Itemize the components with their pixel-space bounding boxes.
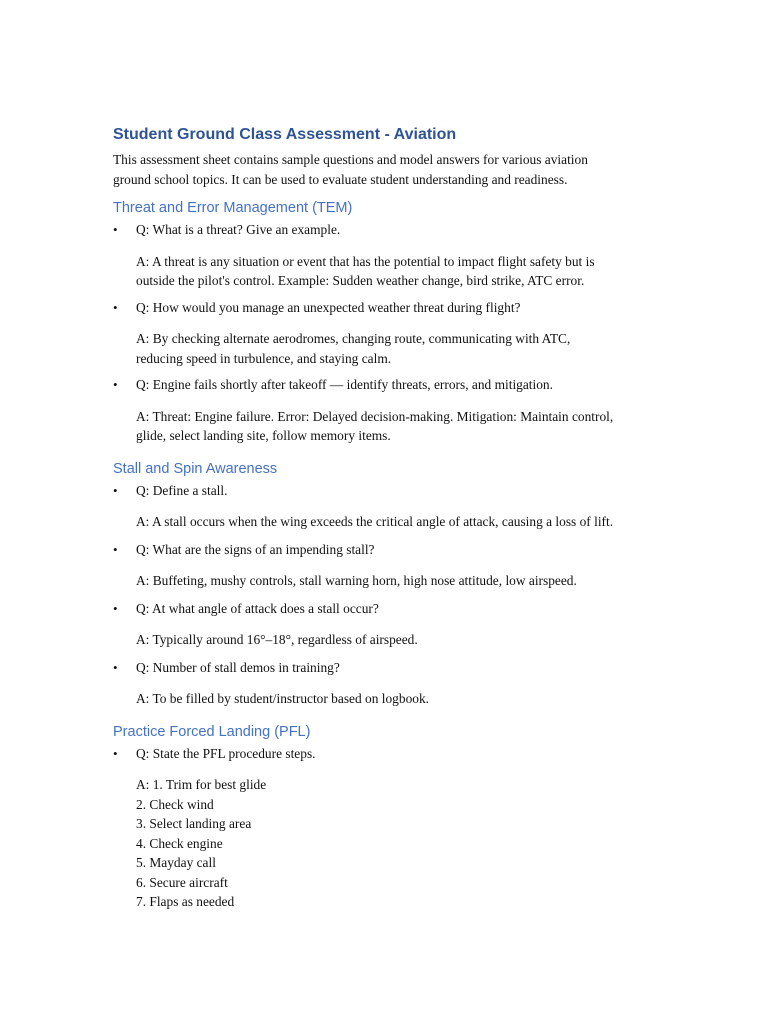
question-text: Q: State the PFL procedure steps. — [136, 745, 316, 761]
qa-list — [113, 220, 658, 446]
section-pfl — [113, 722, 658, 912]
document-page — [113, 124, 658, 912]
answer-text — [136, 775, 658, 912]
bullet-icon: • — [113, 222, 118, 237]
question-text: Q: Engine fails shortly after takeoff — identify threats, errors, and mitigation. — [136, 377, 553, 392]
answer-line: A: To be filled by student/instructor based on logbook. — [136, 691, 429, 706]
answer-text — [136, 689, 658, 709]
bullet-icon: • — [113, 377, 118, 392]
bullet-icon: • — [113, 541, 118, 557]
document-title: Student Ground Class Assessment - Aviation — [113, 126, 457, 143]
answer-line: A: By checking alternate aerodromes, changing route, communicating with ATC, — [136, 331, 571, 346]
answer-line: 7. Flaps as needed — [136, 894, 235, 909]
section-heading: Threat and Error Management (TEM) — [113, 200, 353, 216]
list-item — [113, 298, 658, 369]
list-item — [113, 599, 658, 650]
section-stall — [113, 459, 658, 709]
intro-paragraph — [113, 150, 648, 189]
question-text: Q: Number of stall demos in training? — [136, 659, 340, 675]
question-text: Q: What are the signs of an impending stall? — [136, 541, 375, 557]
intro-line: This assessment sheet contains sample questions and model answers for various aviation — [113, 152, 588, 167]
list-item — [113, 658, 658, 709]
answer-text — [136, 512, 658, 532]
answer-line: A: Buffeting, mushy controls, stall warning horn, high nose attitude, low airspeed. — [136, 573, 577, 588]
list-item — [113, 540, 658, 591]
answer-line: A: Typically around 16°–18°, regardless of airspeed. — [136, 632, 418, 647]
answer-text — [136, 329, 658, 368]
list-item — [113, 220, 658, 291]
bullet-icon: • — [113, 482, 118, 498]
section-heading: Practice Forced Landing (PFL) — [113, 723, 311, 740]
bullet-icon: • — [113, 745, 118, 761]
answer-line: outside the pilot's control. Example: Sudden weather change, bird strike, ATC error. — [136, 273, 585, 288]
answer-line: 2. Check wind — [136, 796, 214, 812]
question-text: Q: Define a stall. — [136, 482, 228, 498]
answer-line: A: 1. Trim for best glide — [136, 777, 267, 792]
list-item — [113, 375, 658, 446]
section-tem — [113, 198, 658, 446]
question-text: Q: What is a threat? Give an example. — [136, 222, 341, 237]
answer-text — [136, 571, 658, 591]
section-heading: Stall and Spin Awareness — [113, 460, 278, 477]
qa-list — [113, 744, 658, 912]
answer-line: 6. Secure aircraft — [136, 874, 228, 890]
answer-line: A: A threat is any situation or event that has the potential to impact flight safety but is — [136, 253, 595, 269]
bullet-icon: • — [113, 600, 118, 616]
answer-line: A: Threat: Engine failure. Error: Delayed decision-making. Mitigation: Maintain control, — [136, 408, 614, 424]
answer-text — [136, 407, 658, 446]
answer-line: 5. Mayday call — [136, 855, 216, 870]
question-text: Q: At what angle of attack does a stall occur? — [136, 600, 379, 616]
bullet-icon: • — [113, 299, 118, 315]
answer-line: reducing speed in turbulence, and staying calm. — [136, 350, 392, 366]
list-item — [113, 481, 658, 532]
answer-line: glide, select landing site, follow memory items. — [136, 428, 391, 443]
bullet-icon: • — [113, 659, 118, 675]
answer-text — [136, 630, 658, 650]
answer-line: 3. Select landing area — [136, 816, 252, 831]
answer-line: 4. Check engine — [136, 835, 223, 851]
intro-line: ground school topics. It can be used to evaluate student understanding and readiness. — [113, 171, 568, 187]
answer-line: A: A stall occurs when the wing exceeds the critical angle of attack, causing a loss of lift. — [136, 514, 614, 529]
qa-list — [113, 481, 658, 709]
question-text: Q: How would you manage an unexpected weather threat during flight? — [136, 299, 521, 315]
list-item — [113, 744, 658, 912]
answer-text — [136, 252, 658, 291]
